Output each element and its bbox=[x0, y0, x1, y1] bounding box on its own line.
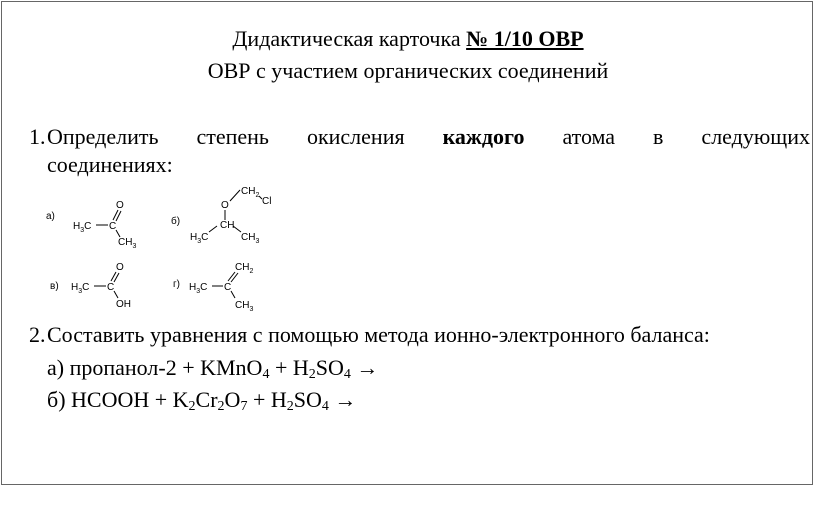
molecule-g-ch3: $CH_3$ bbox=[235, 300, 254, 313]
task1-text-line1 bbox=[47, 124, 810, 150]
molecule-v-o: O bbox=[116, 262, 124, 273]
molecule-a-c: C bbox=[109, 221, 117, 232]
molecule-g bbox=[165, 257, 285, 317]
molecule-b-ch: CH bbox=[220, 220, 235, 231]
task2-text: Составить уравнения с помощью метода ионно-электронного баланса: bbox=[47, 322, 710, 347]
task2-number: 2. bbox=[29, 322, 46, 347]
equation-b: б) HCOOH + $K_2Cr_2O_7 + H_2SO_4$ → bbox=[47, 387, 357, 414]
molecule-v-oh: OH bbox=[116, 299, 131, 310]
card-title bbox=[0, 26, 816, 52]
card-subtitle: ОВР с участием органических соединений bbox=[207, 58, 609, 83]
molecule-b-label: б) bbox=[171, 216, 181, 227]
molecule-b-ch3: $CH_3$ bbox=[241, 232, 260, 245]
task1-text-part1: Определить степень окисления bbox=[47, 124, 405, 149]
molecule-g-label: г) bbox=[173, 279, 180, 290]
molecule-a-ch3: $CH_3$ bbox=[118, 237, 137, 250]
task1-number: 1. bbox=[29, 124, 46, 149]
molecule-v bbox=[40, 257, 150, 317]
molecule-a bbox=[40, 192, 150, 254]
molecule-b bbox=[165, 182, 285, 252]
molecule-v-h3c: $H_3C$ bbox=[71, 282, 90, 295]
molecule-g-ch2: $CH_2$ bbox=[235, 262, 254, 275]
equation-a: а) пропанол-2 + KMnO$_4$ + $H_2SO_4$ → bbox=[47, 355, 379, 382]
molecule-a-h3c: $H_3C$ bbox=[73, 221, 92, 234]
molecule-b-cl: Cl bbox=[262, 196, 272, 207]
molecule-a-label: а) bbox=[46, 211, 55, 222]
molecule-v-c: C bbox=[107, 282, 115, 293]
molecule-b-o: O bbox=[221, 200, 229, 211]
task1-text-line2: соединениях: bbox=[47, 152, 173, 177]
molecule-v-label: в) bbox=[50, 281, 59, 292]
molecule-b-h3c: $H_3C$ bbox=[190, 232, 209, 245]
molecule-a-o: O bbox=[116, 200, 124, 211]
task1-text-bold: каждого bbox=[442, 124, 525, 149]
molecule-g-c: C bbox=[224, 282, 232, 293]
task1-text-part2: атома в следующих bbox=[562, 124, 810, 149]
molecule-b-ch2: $CH_2$ bbox=[241, 186, 260, 199]
card-title-prefix: Дидактическая карточка bbox=[232, 26, 461, 51]
molecule-g-h3c: $H_3C$ bbox=[189, 282, 208, 295]
card-code: № 1/10 ОВР bbox=[466, 26, 584, 51]
